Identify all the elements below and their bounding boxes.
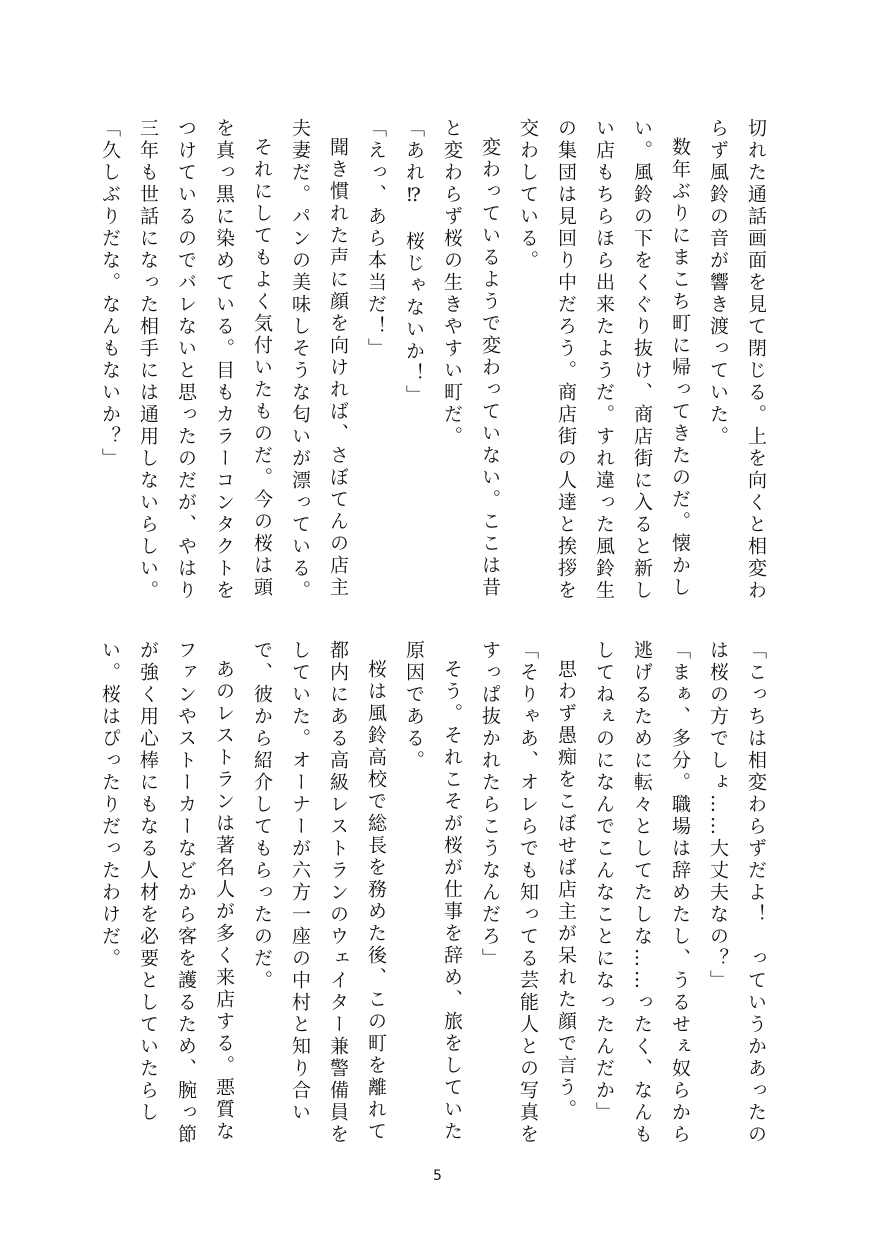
page-number: 5: [433, 1168, 442, 1184]
paragraph: 数年ぶりにまこち町に帰ってきたのだ。懐かしい。風鈴の下をくぐり抜け、商店街に入ると新しい店もちらほら出来たようだ。すれ違った風鈴生の集団は見回り中だろう。商店街の人達と挨拶を交わしている。: [517, 118, 691, 602]
paragraph: 変わっているようで変わっていない。ここは昔と変わらず桜の生きやすい町だ。: [441, 118, 501, 599]
text-block-bottom: [99, 640, 775, 1150]
paragraph: 聞き慣れた声に顔を向ければ、さぼてんの店主夫妻だ。パンの美味しそうな匂いが漂っている。: [289, 118, 349, 602]
paragraph: 桜は風鈴高校で総長を務めた後、この町を離れて都内にある高級レストランのウェイター兼警備員をしていた。オーナーが六方一座の中村と知り合いで、彼から紹介してもらったのだ。: [251, 640, 387, 1146]
paragraph: 「あれ⁉ 桜じゃないか！」: [403, 118, 425, 407]
paragraph: 「こっちは相変わらずだよ！ っていうかあったのは桜の方でしょ……大丈夫なの？」: [707, 640, 767, 1146]
paragraph: 「そりゃあ、オレらでも知ってる芸能人との写真をすっぱ抜かれたらこうなんだろ」: [479, 640, 539, 1146]
paragraph: 「まぁ、多分。職場は辞めたし、うるせぇ奴らから逃げるために転々としてたしな……ったく、なんもしてねぇのになんでこんなことになったんだか」: [593, 640, 691, 1146]
paragraph: それにしてもよく気付いたものだ。今の桜は頭を真っ黒に染めている。目もカラーコンタクトをつけているのでバレないと思ったのだが、やはり三年も世話になった相手には通用しないらしい。: [137, 118, 273, 602]
paragraph: あのレストランは著名人が多く来店する。悪質なファンやストーカーなどから客を護るため、腕っ節が強く用心棒にもなる人材を必要としていたらしい。桜はぴったりだったわけだ。: [99, 640, 235, 1146]
paragraph: 思わず愚痴をこぼせば店主が呆れた顔で言う。: [555, 659, 577, 1121]
paragraph: 切れた通話画面を見て閉じる。上を向くと相変わらず風鈴の音が響き渡っていた。: [707, 118, 767, 602]
paragraph: 「えっ、あら本当だ！」: [365, 118, 387, 360]
paragraph: 「久しぶりだな。なんもないか？」: [99, 118, 121, 470]
text-block-top: [99, 118, 775, 613]
paragraph: そう。それこそが桜が仕事を辞め、旅をしていた原因である。: [403, 640, 463, 1143]
